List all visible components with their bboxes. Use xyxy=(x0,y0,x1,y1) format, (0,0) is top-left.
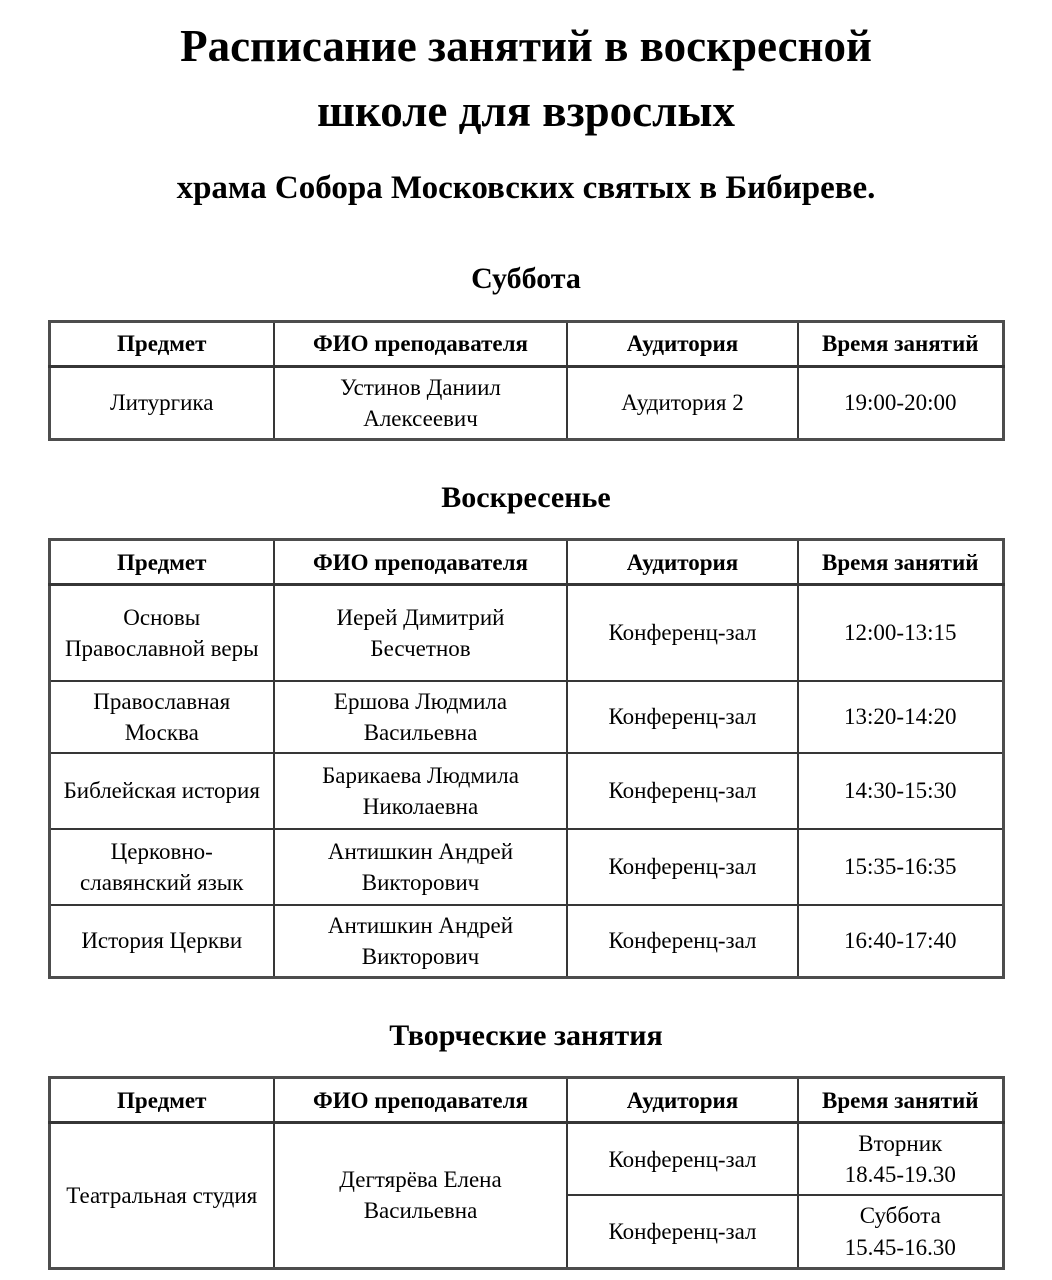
table-header-row xyxy=(49,321,1003,366)
room-cell: Конференц-зал xyxy=(567,585,798,681)
section-heading-sunday: Воскресенье xyxy=(441,480,611,514)
room-cell: Конференц-зал xyxy=(567,1123,798,1196)
column-header-room: Аудитория xyxy=(567,540,798,585)
column-header-teacher: ФИО преподавателя xyxy=(274,321,567,366)
teacher-cell: Иерей Димитрий Бесчетнов xyxy=(274,585,567,681)
column-header-room: Аудитория xyxy=(567,1078,798,1123)
schedule-table-saturday xyxy=(48,320,1005,441)
teacher-cell: Дегтярёва Елена Васильевна xyxy=(274,1123,567,1268)
subject-cell: Основы Православной веры xyxy=(49,585,274,681)
column-header-subject: Предмет xyxy=(49,540,274,585)
column-header-subject: Предмет xyxy=(49,1078,274,1123)
section-heading-saturday: Суббота xyxy=(471,262,581,296)
table-row xyxy=(49,681,1003,753)
page-title xyxy=(0,14,1052,145)
time-range: 18.45-19.30 xyxy=(844,1162,956,1188)
time-day: Вторник xyxy=(858,1131,943,1157)
room-cell: Аудитория 2 xyxy=(567,366,798,439)
column-header-subject: Предмет xyxy=(49,321,274,366)
column-header-room: Аудитория xyxy=(567,321,798,366)
page-title-line-1: Расписание занятий в воскресной xyxy=(180,21,872,71)
time-cell xyxy=(798,1123,1003,1196)
teacher-cell: Антишкин Андрей Викторович xyxy=(274,829,567,905)
subject-cell: Библейская история xyxy=(49,753,274,829)
time-cell: 16:40-17:40 xyxy=(798,905,1003,978)
section-heading-creative: Творческие занятия xyxy=(389,1018,663,1052)
teacher-cell: Антишкин Андрей Викторович xyxy=(274,905,567,978)
time-cell: 13:20-14:20 xyxy=(798,681,1003,753)
room-cell: Конференц-зал xyxy=(567,681,798,753)
teacher-cell: Ершова Людмила Васильевна xyxy=(274,681,567,753)
subject-cell: Православная Москва xyxy=(49,681,274,753)
time-day: Суббота xyxy=(859,1203,941,1229)
schedule-table-creative xyxy=(48,1076,1005,1269)
time-cell: 14:30-15:30 xyxy=(798,753,1003,829)
room-cell: Конференц-зал xyxy=(567,753,798,829)
room-cell: Конференц-зал xyxy=(567,1195,798,1268)
column-header-time: Время занятий xyxy=(798,321,1003,366)
table-row xyxy=(49,1123,1003,1196)
time-cell: 19:00-20:00 xyxy=(798,366,1003,439)
page-subtitle: храма Собора Московских святых в Бибиреве. xyxy=(176,169,876,206)
room-cell: Конференц-зал xyxy=(567,829,798,905)
page-title-line-2: школе для взрослых xyxy=(316,86,736,137)
table-header-row xyxy=(49,540,1003,585)
table-row xyxy=(49,753,1003,829)
table-row xyxy=(49,366,1003,439)
schedule-table-sunday xyxy=(48,538,1005,979)
subject-cell: Литургика xyxy=(49,366,274,439)
subject-cell: Театральная студия xyxy=(49,1123,274,1268)
teacher-cell: Устинов Даниил Алексеевич xyxy=(274,366,567,439)
column-header-teacher: ФИО преподавателя xyxy=(274,540,567,585)
subject-cell: Церковно-славянский язык xyxy=(49,829,274,905)
column-header-time: Время занятий xyxy=(798,540,1003,585)
subject-cell: История Церкви xyxy=(49,905,274,978)
time-cell xyxy=(798,1195,1003,1268)
teacher-cell: Барикаева Людмила Николаевна xyxy=(274,753,567,829)
table-row xyxy=(49,829,1003,905)
time-cell: 12:00-13:15 xyxy=(798,585,1003,681)
room-cell: Конференц-зал xyxy=(567,905,798,978)
table-header-row xyxy=(49,1078,1003,1123)
table-row xyxy=(49,585,1003,681)
time-range: 15.45-16.30 xyxy=(844,1234,956,1260)
time-cell: 15:35-16:35 xyxy=(798,829,1003,905)
column-header-time: Время занятий xyxy=(798,1078,1003,1123)
table-row xyxy=(49,905,1003,978)
column-header-teacher: ФИО преподавателя xyxy=(274,1078,567,1123)
